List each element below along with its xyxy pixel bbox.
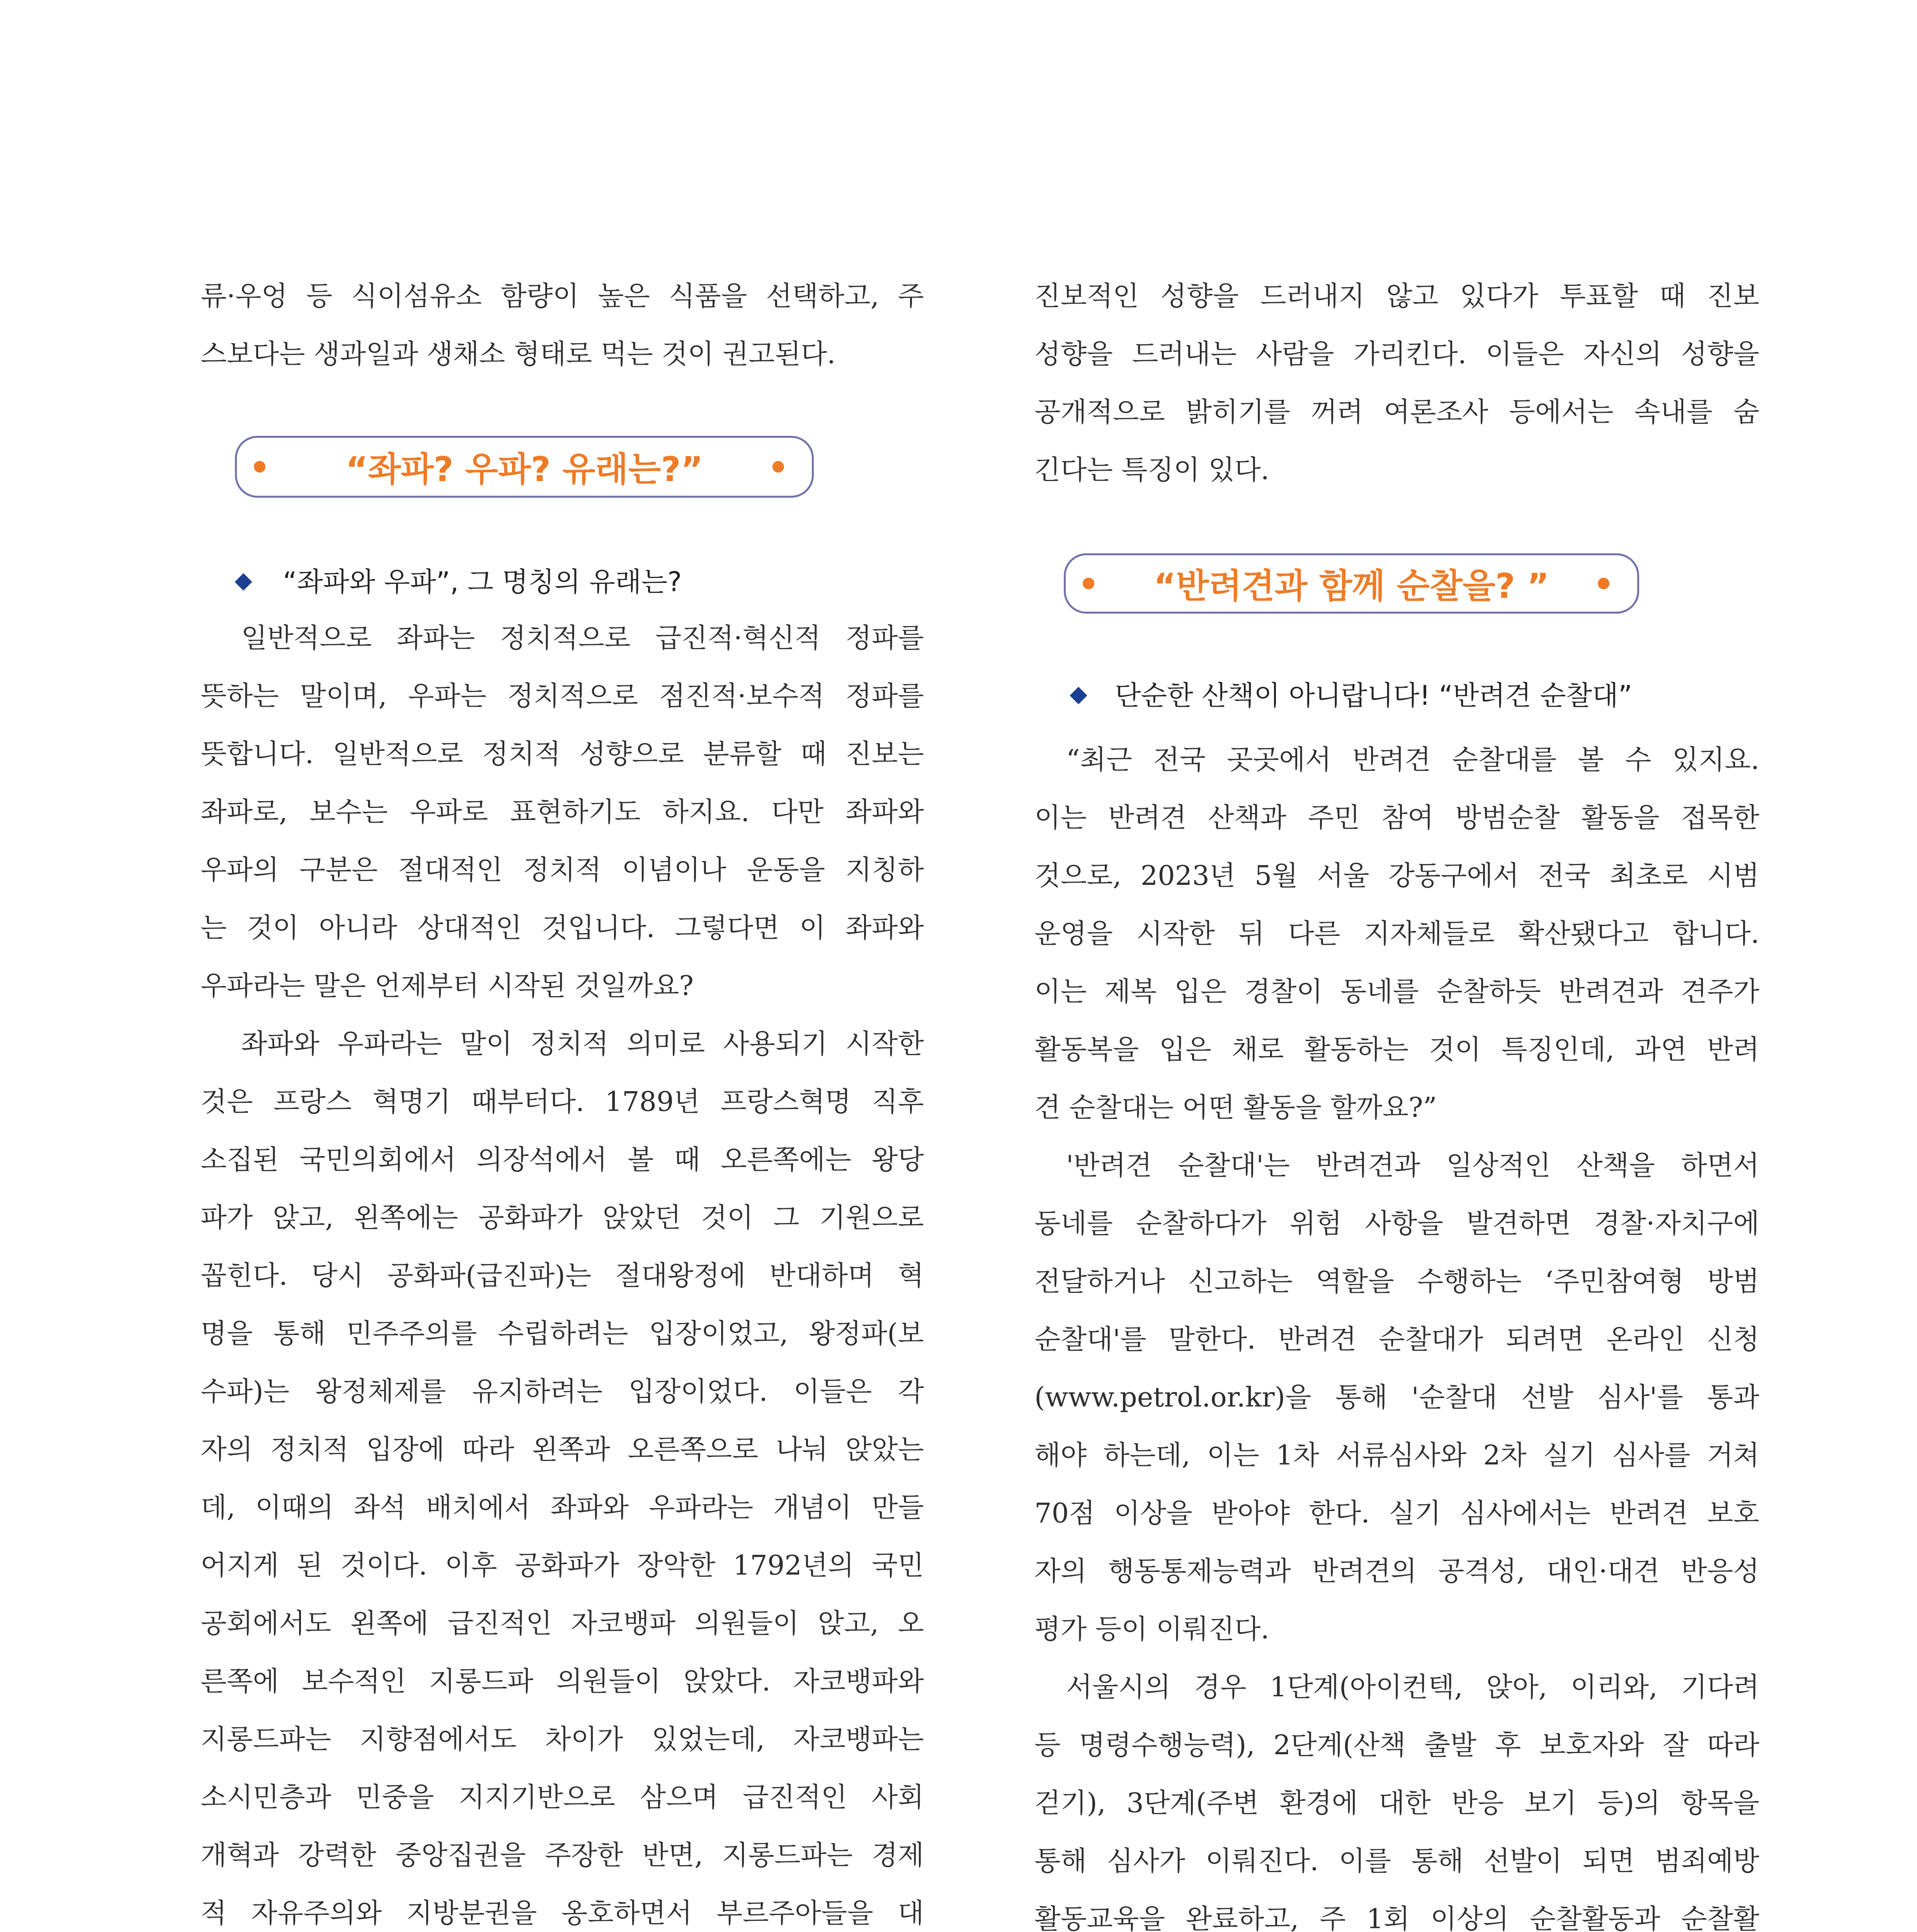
left-column — [201, 267, 924, 1932]
body-text-line — [1034, 325, 1759, 383]
body-text-line — [201, 783, 924, 841]
body-text-line — [1034, 1426, 1759, 1484]
body-text-line — [201, 1768, 924, 1826]
body-text-line-content: 활동교육을 완료하고, 주 1회 이상의 순찰활동과 순찰활 — [1034, 1903, 1759, 1932]
bullet-question — [201, 553, 924, 611]
body-text-line-content: 스보다는 생과일과 생채소 형태로 먹는 것이 권고된다. — [201, 338, 836, 370]
diamond-bullet-icon — [235, 573, 252, 590]
body-text-line — [1034, 847, 1759, 905]
right-article-body — [1034, 731, 1759, 1932]
body-text-line — [201, 1131, 924, 1189]
body-text-line-content: 자의 정치적 입장에 따라 왼쪽과 오른쪽으로 나눠 앉았는 — [201, 1434, 924, 1465]
body-text-line — [1034, 963, 1759, 1020]
body-text-line — [1034, 441, 1759, 499]
body-text-line — [201, 325, 924, 383]
body-text-line-content: 70점 이상을 받아야 한다. 실기 심사에서는 반려견 보호 — [1034, 1497, 1759, 1529]
body-text-line-content: 는 것이 아니라 상대적인 것입니다. 그렇다면 이 좌파와 — [201, 912, 924, 944]
body-text-line-content: 소시민층과 민중을 지지기반으로 삼으며 급진적인 사회 — [201, 1781, 924, 1813]
body-text-line — [1034, 1484, 1759, 1542]
body-text-line-content: 뜻하는 말이며, 우파는 정치적으로 점진적·보수적 정파를 — [201, 680, 924, 712]
body-text-line — [201, 899, 924, 957]
body-text-line — [201, 267, 924, 325]
body-text-line-content: 른쪽에 보수적인 지롱드파 의원들이 앉았다. 자코뱅파와 — [201, 1665, 924, 1697]
body-text-line — [1034, 1194, 1759, 1252]
body-text-line-content: “최근 전국 곳곳에서 반려견 순찰대를 볼 수 있지요. — [1066, 744, 1759, 776]
body-text-line — [201, 957, 924, 1015]
body-text-line-content: 류·우엉 등 식이섬유소 함량이 높은 식품을 선택하고, 주 — [201, 280, 924, 312]
body-text-line — [1034, 267, 1759, 325]
body-text-line — [1034, 1252, 1759, 1310]
body-text-line-content: 뜻합니다. 일반적으로 정치적 성향으로 분류할 때 진보는 — [201, 738, 924, 770]
body-text-line — [201, 1478, 924, 1536]
body-text-line — [1034, 1020, 1759, 1078]
body-text-line-content: 우파의 구분은 절대적인 정치적 이념이나 운동을 지칭하 — [201, 854, 924, 886]
left-article-body — [201, 609, 924, 1932]
section-heading-box-dog-patrol — [1064, 553, 1639, 614]
body-text-line-content: 통해 심사가 이뤄진다. 이를 통해 선발이 되면 범죄예방 — [1034, 1845, 1759, 1877]
body-text-line-content: (www.petrol.or.kr)을 통해 '순찰대 선발 심사'를 통과 — [1034, 1381, 1759, 1413]
orange-dot-icon — [254, 461, 265, 473]
right-column — [1034, 267, 1759, 1932]
body-text-line — [201, 667, 924, 725]
body-text-line — [201, 1536, 924, 1594]
body-text-line — [201, 1420, 924, 1478]
body-text-line-content: 것으로, 2023년 5월 서울 강동구에서 전국 최초로 시범 — [1034, 860, 1759, 891]
body-text-line — [1034, 1368, 1759, 1426]
body-text-line — [201, 1247, 924, 1304]
body-text-line — [201, 1652, 924, 1710]
orange-dot-icon — [772, 461, 784, 473]
body-text-line — [1034, 1310, 1759, 1368]
body-text-line-content: 공회에서도 왼쪽에 급진적인 자코뱅파 의원들이 앉고, 오 — [201, 1607, 924, 1639]
body-text-line-content: 데, 이때의 좌석 배치에서 좌파와 우파라는 개념이 만들 — [201, 1492, 924, 1523]
body-text-line-content: 전달하거나 신고하는 역할을 수행하는 ‘주민참여형 방범 — [1034, 1265, 1759, 1297]
body-text-line — [1034, 383, 1759, 441]
body-text-line — [201, 1304, 924, 1362]
body-text-line-content: 좌파와 우파라는 말이 정치적 의미로 사용되기 시작한 — [241, 1028, 924, 1060]
body-text-line — [1034, 1832, 1759, 1890]
body-text-line — [201, 841, 924, 899]
body-text-line — [1034, 1774, 1759, 1832]
section-heading: “반려견과 함께 순찰을? ” — [1153, 566, 1550, 606]
body-text-line-content: 서울시의 경우 1단계(아이컨텍, 앉아, 이리와, 기다려 — [1066, 1671, 1759, 1703]
body-text-line — [1034, 1658, 1759, 1716]
bullet-question-text: “좌파와 우파”, 그 명칭의 유래는? — [283, 566, 682, 598]
section-heading-box-left-right-wing — [235, 436, 814, 498]
body-text-line-content: 수파)는 왕정체제를 유지하려는 입장이었다. 이들은 각 — [201, 1376, 924, 1407]
body-text-line — [1034, 1542, 1759, 1600]
body-text-line-content: 우파라는 말은 언제부터 시작된 것일까요? — [201, 970, 694, 1002]
body-text-line — [1034, 1136, 1759, 1194]
body-text-line-content: 것은 프랑스 혁명기 때부터다. 1789년 프랑스혁명 직후 — [201, 1086, 924, 1117]
body-text-line-content: 순찰대'를 말한다. 반려견 순찰대가 되려면 온라인 신청 — [1034, 1323, 1759, 1355]
body-text-line-content: 적 자유주의와 지방분권을 옹호하면서 부르주아들을 대 — [201, 1897, 924, 1929]
body-text-line — [201, 609, 924, 667]
body-text-line-content: 성향을 드러내는 사람을 가리킨다. 이들은 자신의 성향을 — [1034, 338, 1759, 370]
body-text-line-content: 공개적으로 밝히기를 꺼려 여론조사 등에서는 속내를 숨 — [1034, 396, 1759, 428]
body-text-line — [1034, 905, 1759, 963]
body-text-line-content: 동네를 순찰하다가 위험 사항을 발견하면 경찰·자치구에 — [1034, 1208, 1759, 1239]
bullet-question — [1034, 667, 1759, 724]
body-text-line — [201, 1710, 924, 1768]
body-text-line-content: 자의 행동통제능력과 반려견의 공격성, 대인·대견 반응성 — [1034, 1555, 1759, 1587]
body-text-line-content: 이는 반려견 산책과 주민 참여 방범순찰 활동을 접목한 — [1034, 802, 1759, 833]
body-text-line-content: 운영을 시작한 뒤 다른 지자체들로 확산됐다고 합니다. — [1034, 918, 1759, 949]
body-text-line-content: 개혁과 강력한 중앙집권을 주장한 반면, 지롱드파는 경제 — [201, 1839, 924, 1871]
body-text-line — [1034, 1600, 1759, 1658]
body-text-line — [201, 725, 924, 783]
section-heading: “좌파? 우파? 유래는?” — [345, 449, 703, 489]
bullet-question-text: 단순한 산책이 아니랍니다! “반려견 순찰대” — [1115, 680, 1633, 711]
body-text-line-content: 파가 앉고, 왼쪽에는 공화파가 앉았던 것이 그 기원으로 — [201, 1202, 924, 1233]
body-text-line-content: 활동복을 입은 채로 활동하는 것이 특징인데, 과연 반려 — [1034, 1034, 1759, 1065]
body-text-line — [201, 1594, 924, 1652]
body-text-line-content: 해야 하는데, 이는 1차 서류심사와 2차 실기 심사를 거쳐 — [1034, 1439, 1759, 1471]
body-text-line-content: 일반적으로 좌파는 정치적으로 급진적·혁신적 정파를 — [241, 622, 924, 654]
body-text-line — [1034, 789, 1759, 847]
body-text-line-content: 소집된 국민의회에서 의장석에서 볼 때 오른쪽에는 왕당 — [201, 1144, 924, 1175]
body-text-line — [201, 1884, 924, 1932]
body-text-line-content: 꼽힌다. 당시 공화파(급진파)는 절대왕정에 반대하며 혁 — [201, 1260, 924, 1291]
diamond-bullet-icon — [1070, 687, 1087, 704]
body-text-line — [201, 1073, 924, 1131]
body-text-line — [201, 1826, 924, 1884]
body-text-line-content: 이는 제복 입은 경찰이 동네를 순찰하듯 반려견과 견주가 — [1034, 976, 1759, 1007]
orange-dot-icon — [1083, 578, 1094, 589]
body-text-line — [1034, 1078, 1759, 1136]
body-text-line-content: '반려견 순찰대'는 반려견과 일상적인 산책을 하면서 — [1066, 1150, 1759, 1181]
body-text-line-content: 지롱드파는 지향점에서도 차이가 있었는데, 자코뱅파는 — [201, 1723, 924, 1755]
body-text-line-content: 평가 등이 이뤄진다. — [1034, 1613, 1269, 1645]
body-text-line — [201, 1015, 924, 1073]
body-text-line — [201, 1189, 924, 1247]
body-text-line — [201, 1362, 924, 1420]
body-text-line-content: 좌파로, 보수는 우파로 표현하기도 하지요. 다만 좌파와 — [201, 796, 924, 828]
body-text-line-content: 긴다는 특징이 있다. — [1034, 454, 1269, 486]
body-text-line — [1034, 1890, 1759, 1932]
orange-dot-icon — [1598, 578, 1609, 589]
body-text-line-content: 진보적인 성향을 드러내지 않고 있다가 투표할 때 진보 — [1034, 280, 1759, 312]
body-text-line — [1034, 1716, 1759, 1774]
body-text-line-content: 걷기), 3단계(주변 환경에 대한 반응 보기 등)의 항목을 — [1034, 1787, 1759, 1819]
body-text-line — [1034, 731, 1759, 789]
body-text-line-content: 어지게 된 것이다. 이후 공화파가 장악한 1792년의 국민 — [201, 1549, 924, 1581]
right-continued-text — [1034, 267, 1759, 499]
body-text-line-content: 견 순찰대는 어떤 활동을 할까요?” — [1034, 1092, 1437, 1123]
left-continued-text — [201, 267, 924, 383]
body-text-line-content: 명을 통해 민주주의를 수립하려는 입장이었고, 왕정파(보 — [201, 1318, 924, 1349]
body-text-line-content: 등 명령수행능력), 2단계(산책 출발 후 보호자와 잘 따라 — [1034, 1729, 1759, 1761]
